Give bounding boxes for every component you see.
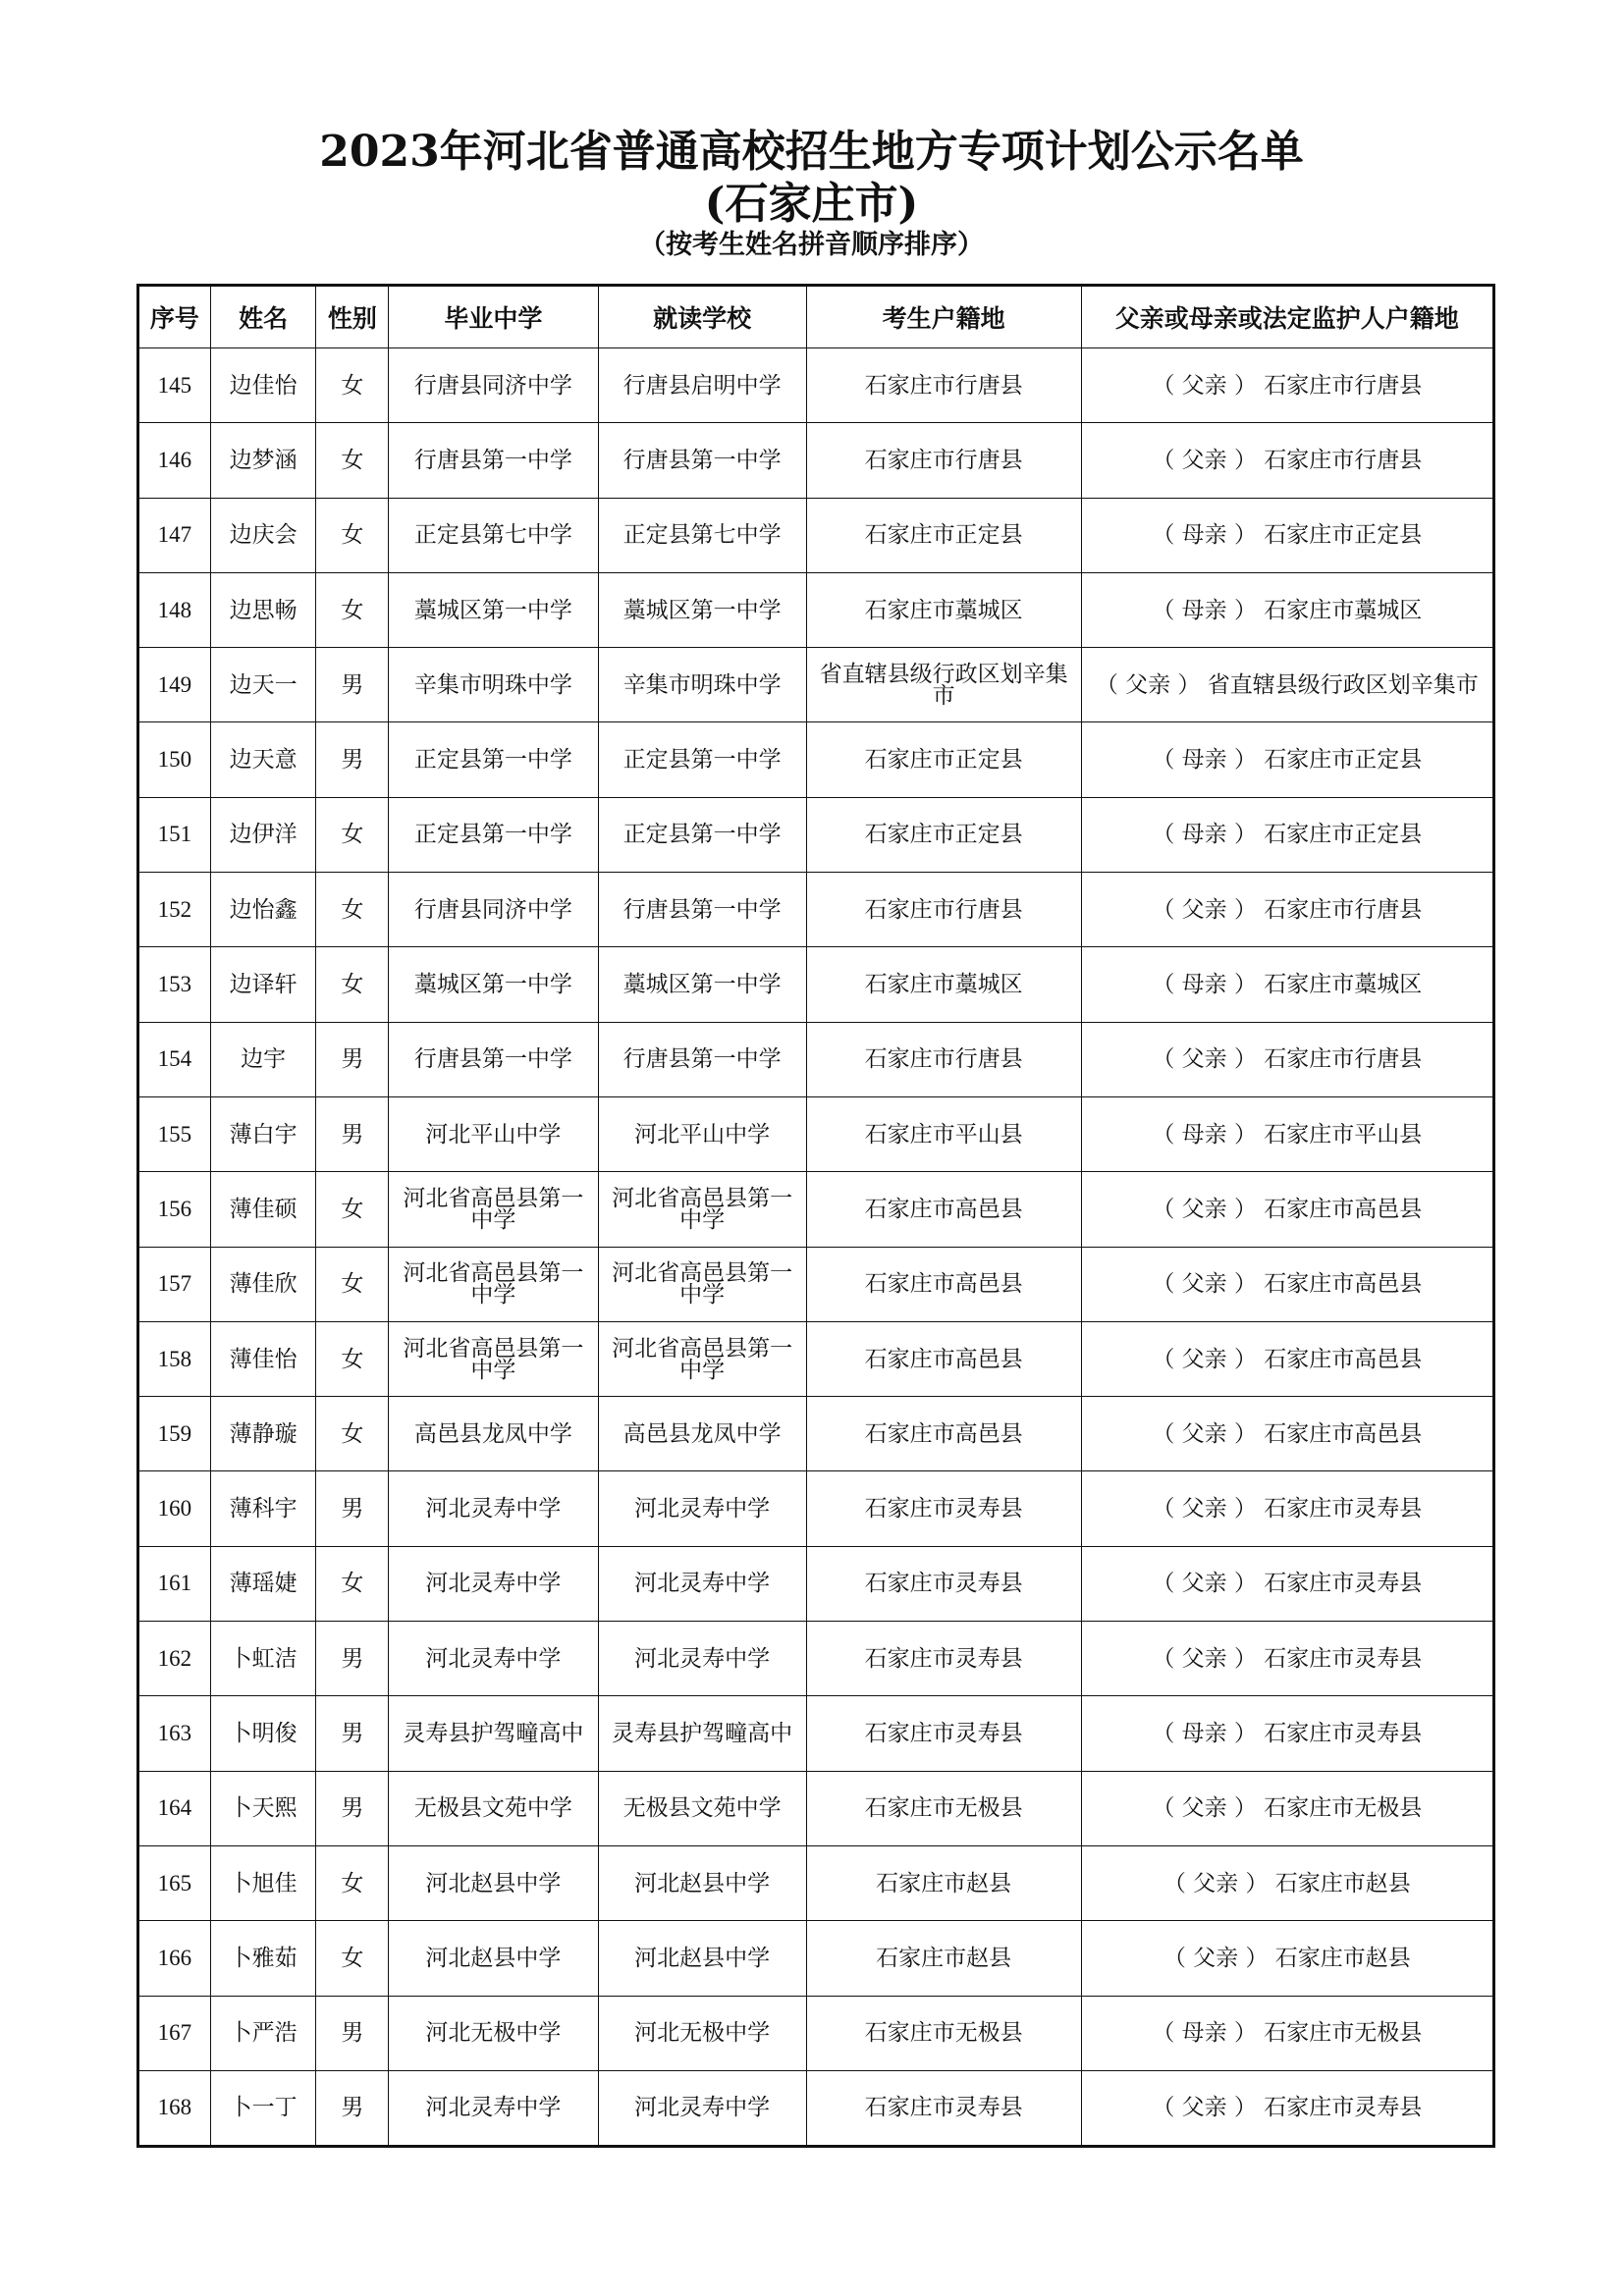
column-header-guardian-household: 父亲或母亲或法定监护人户籍地 xyxy=(1081,286,1493,348)
cell-name: 薄瑶婕 xyxy=(210,1546,316,1621)
table-row xyxy=(138,1022,1494,1096)
cell-guardian-household: （ 母亲 ） 石家庄市藁城区 xyxy=(1081,572,1493,647)
table-row xyxy=(138,1696,1494,1771)
column-header-current-school: 就读学校 xyxy=(598,286,806,348)
cell-gender: 男 xyxy=(316,722,389,797)
cell-student-household: 石家庄市高邑县 xyxy=(806,1247,1081,1321)
table-body xyxy=(138,348,1494,2147)
cell-index: 157 xyxy=(138,1247,211,1321)
cell-index: 167 xyxy=(138,1996,211,2070)
cell-index: 164 xyxy=(138,1771,211,1845)
cell-index: 149 xyxy=(138,648,211,722)
cell-student-household: 石家庄市赵县 xyxy=(806,1845,1081,1920)
cell-current-school: 行唐县第一中学 xyxy=(598,1022,806,1096)
cell-student-household: 石家庄市灵寿县 xyxy=(806,1696,1081,1771)
cell-graduated-school: 河北省高邑县第一中学 xyxy=(389,1321,598,1396)
cell-name: 边天意 xyxy=(210,722,316,797)
cell-gender: 女 xyxy=(316,348,389,423)
cell-graduated-school: 河北灵寿中学 xyxy=(389,2070,598,2146)
table-row xyxy=(138,1397,1494,1471)
cell-index: 152 xyxy=(138,873,211,947)
cell-name: 薄静璇 xyxy=(210,1397,316,1471)
cell-student-household: 石家庄市行唐县 xyxy=(806,348,1081,423)
cell-graduated-school: 河北赵县中学 xyxy=(389,1921,598,1996)
table-row xyxy=(138,348,1494,423)
cell-gender: 女 xyxy=(316,572,389,647)
column-header-student-household: 考生户籍地 xyxy=(806,286,1081,348)
cell-current-school: 河北平山中学 xyxy=(598,1096,806,1171)
table-row xyxy=(138,1096,1494,1171)
cell-current-school: 行唐县第一中学 xyxy=(598,873,806,947)
table-row xyxy=(138,2070,1494,2146)
cell-name: 薄佳欣 xyxy=(210,1247,316,1321)
table-row xyxy=(138,1921,1494,1996)
cell-gender: 男 xyxy=(316,648,389,722)
sort-note: （按考生姓名拼音顺序排序） xyxy=(639,230,984,260)
cell-graduated-school: 辛集市明珠中学 xyxy=(389,648,598,722)
cell-name: 卜旭佳 xyxy=(210,1845,316,1920)
cell-guardian-household: （ 母亲 ） 石家庄市无极县 xyxy=(1081,1996,1493,2070)
cell-index: 166 xyxy=(138,1921,211,1996)
cell-gender: 女 xyxy=(316,797,389,872)
cell-gender: 女 xyxy=(316,1247,389,1321)
cell-name: 边宇 xyxy=(210,1022,316,1096)
cell-current-school: 河北灵寿中学 xyxy=(598,1471,806,1546)
cell-graduated-school: 行唐县第一中学 xyxy=(389,1022,598,1096)
cell-student-household: 石家庄市灵寿县 xyxy=(806,2070,1081,2146)
cell-index: 168 xyxy=(138,2070,211,2146)
cell-guardian-household: （ 父亲 ） 省直辖县级行政区划辛集市 xyxy=(1081,648,1493,722)
table-row xyxy=(138,947,1494,1022)
cell-guardian-household: （ 父亲 ） 石家庄市灵寿县 xyxy=(1081,1622,1493,1696)
cell-name: 边佳怡 xyxy=(210,348,316,423)
cell-student-household: 石家庄市无极县 xyxy=(806,1996,1081,2070)
cell-gender: 女 xyxy=(316,423,389,498)
cell-student-household: 石家庄市高邑县 xyxy=(806,1172,1081,1247)
cell-student-household: 石家庄市高邑县 xyxy=(806,1397,1081,1471)
cell-gender: 男 xyxy=(316,1471,389,1546)
cell-name: 薄佳硕 xyxy=(210,1172,316,1247)
table-row xyxy=(138,423,1494,498)
cell-index: 147 xyxy=(138,498,211,572)
cell-index: 163 xyxy=(138,1696,211,1771)
table-row xyxy=(138,498,1494,572)
cell-graduated-school: 河北灵寿中学 xyxy=(389,1471,598,1546)
cell-graduated-school: 河北灵寿中学 xyxy=(389,1622,598,1696)
column-header-gender: 性别 xyxy=(316,286,389,348)
cell-current-school: 河北省高邑县第一中学 xyxy=(598,1172,806,1247)
column-header-name: 姓名 xyxy=(210,286,316,348)
cell-graduated-school: 灵寿县护驾疃高中 xyxy=(389,1696,598,1771)
cell-current-school: 藁城区第一中学 xyxy=(598,947,806,1022)
table-row xyxy=(138,1771,1494,1845)
table-row xyxy=(138,1471,1494,1546)
cell-index: 154 xyxy=(138,1022,211,1096)
cell-student-household: 石家庄市赵县 xyxy=(806,1921,1081,1996)
cell-student-household: 石家庄市灵寿县 xyxy=(806,1622,1081,1696)
cell-graduated-school: 河北省高邑县第一中学 xyxy=(389,1247,598,1321)
cell-current-school: 行唐县第一中学 xyxy=(598,423,806,498)
page-subtitle: (石家庄市) xyxy=(704,179,919,229)
cell-student-household: 石家庄市灵寿县 xyxy=(806,1546,1081,1621)
cell-name: 薄白宇 xyxy=(210,1096,316,1171)
cell-graduated-school: 藁城区第一中学 xyxy=(389,947,598,1022)
cell-guardian-household: （ 父亲 ） 石家庄市赵县 xyxy=(1081,1845,1493,1920)
cell-current-school: 行唐县启明中学 xyxy=(598,348,806,423)
cell-gender: 女 xyxy=(316,1921,389,1996)
cell-name: 卜一丁 xyxy=(210,2070,316,2146)
cell-graduated-school: 正定县第一中学 xyxy=(389,722,598,797)
cell-gender: 女 xyxy=(316,1845,389,1920)
cell-guardian-household: （ 父亲 ） 石家庄市行唐县 xyxy=(1081,873,1493,947)
cell-gender: 女 xyxy=(316,873,389,947)
cell-guardian-household: （ 父亲 ） 石家庄市无极县 xyxy=(1081,1771,1493,1845)
table-row xyxy=(138,722,1494,797)
cell-guardian-household: （ 父亲 ） 石家庄市灵寿县 xyxy=(1081,1546,1493,1621)
cell-gender: 男 xyxy=(316,1096,389,1171)
cell-index: 156 xyxy=(138,1172,211,1247)
cell-name: 边庆会 xyxy=(210,498,316,572)
cell-index: 146 xyxy=(138,423,211,498)
cell-name: 边怡鑫 xyxy=(210,873,316,947)
cell-guardian-household: （ 母亲 ） 石家庄市藁城区 xyxy=(1081,947,1493,1022)
cell-student-household: 石家庄市藁城区 xyxy=(806,947,1081,1022)
cell-current-school: 高邑县龙凤中学 xyxy=(598,1397,806,1471)
cell-current-school: 河北灵寿中学 xyxy=(598,1622,806,1696)
cell-gender: 女 xyxy=(316,947,389,1022)
cell-gender: 男 xyxy=(316,1696,389,1771)
cell-current-school: 河北省高邑县第一中学 xyxy=(598,1247,806,1321)
cell-name: 边伊洋 xyxy=(210,797,316,872)
cell-student-household: 石家庄市正定县 xyxy=(806,498,1081,572)
table-row xyxy=(138,1546,1494,1621)
student-list-table xyxy=(136,284,1495,2148)
cell-index: 161 xyxy=(138,1546,211,1621)
cell-current-school: 河北赵县中学 xyxy=(598,1921,806,1996)
cell-current-school: 灵寿县护驾疃高中 xyxy=(598,1696,806,1771)
cell-graduated-school: 河北赵县中学 xyxy=(389,1845,598,1920)
cell-guardian-household: （ 母亲 ） 石家庄市灵寿县 xyxy=(1081,1696,1493,1771)
cell-index: 145 xyxy=(138,348,211,423)
table-row xyxy=(138,873,1494,947)
cell-gender: 女 xyxy=(316,1546,389,1621)
cell-graduated-school: 行唐县同济中学 xyxy=(389,348,598,423)
cell-graduated-school: 行唐县第一中学 xyxy=(389,423,598,498)
cell-guardian-household: （ 母亲 ） 石家庄市正定县 xyxy=(1081,797,1493,872)
cell-graduated-school: 河北无极中学 xyxy=(389,1996,598,2070)
cell-student-household: 省直辖县级行政区划辛集市 xyxy=(806,648,1081,722)
cell-student-household: 石家庄市正定县 xyxy=(806,797,1081,872)
cell-index: 165 xyxy=(138,1845,211,1920)
cell-index: 155 xyxy=(138,1096,211,1171)
table-row xyxy=(138,1172,1494,1247)
cell-index: 159 xyxy=(138,1397,211,1471)
cell-graduated-school: 正定县第一中学 xyxy=(389,797,598,872)
cell-guardian-household: （ 母亲 ） 石家庄市平山县 xyxy=(1081,1096,1493,1171)
cell-graduated-school: 河北省高邑县第一中学 xyxy=(389,1172,598,1247)
cell-gender: 男 xyxy=(316,1996,389,2070)
cell-graduated-school: 河北平山中学 xyxy=(389,1096,598,1171)
cell-gender: 男 xyxy=(316,1022,389,1096)
cell-guardian-household: （ 父亲 ） 石家庄市高邑县 xyxy=(1081,1172,1493,1247)
cell-current-school: 河北灵寿中学 xyxy=(598,2070,806,2146)
cell-guardian-household: （ 父亲 ） 石家庄市赵县 xyxy=(1081,1921,1493,1996)
cell-name: 卜严浩 xyxy=(210,1996,316,2070)
cell-name: 边梦涵 xyxy=(210,423,316,498)
cell-current-school: 藁城区第一中学 xyxy=(598,572,806,647)
cell-graduated-school: 行唐县同济中学 xyxy=(389,873,598,947)
cell-index: 160 xyxy=(138,1471,211,1546)
cell-index: 158 xyxy=(138,1321,211,1396)
table-header-row xyxy=(138,286,1494,348)
cell-index: 148 xyxy=(138,572,211,647)
cell-student-household: 石家庄市高邑县 xyxy=(806,1321,1081,1396)
table-row xyxy=(138,797,1494,872)
cell-name: 薄佳怡 xyxy=(210,1321,316,1396)
cell-gender: 女 xyxy=(316,498,389,572)
cell-current-school: 河北灵寿中学 xyxy=(598,1546,806,1621)
cell-guardian-household: （ 父亲 ） 石家庄市高邑县 xyxy=(1081,1397,1493,1471)
cell-student-household: 石家庄市行唐县 xyxy=(806,1022,1081,1096)
cell-guardian-household: （ 父亲 ） 石家庄市灵寿县 xyxy=(1081,2070,1493,2146)
cell-current-school: 正定县第一中学 xyxy=(598,797,806,872)
table-row xyxy=(138,1247,1494,1321)
cell-current-school: 正定县第七中学 xyxy=(598,498,806,572)
cell-student-household: 石家庄市行唐县 xyxy=(806,873,1081,947)
column-header-graduated-school: 毕业中学 xyxy=(389,286,598,348)
table-row xyxy=(138,1845,1494,1920)
cell-gender: 女 xyxy=(316,1321,389,1396)
cell-name: 卜雅茹 xyxy=(210,1921,316,1996)
cell-guardian-household: （ 母亲 ） 石家庄市正定县 xyxy=(1081,722,1493,797)
cell-name: 卜明俊 xyxy=(210,1696,316,1771)
cell-gender: 男 xyxy=(316,2070,389,2146)
cell-current-school: 无极县文苑中学 xyxy=(598,1771,806,1845)
cell-graduated-school: 藁城区第一中学 xyxy=(389,572,598,647)
cell-student-household: 石家庄市平山县 xyxy=(806,1096,1081,1171)
table-row xyxy=(138,572,1494,647)
cell-name: 卜虹洁 xyxy=(210,1622,316,1696)
cell-index: 150 xyxy=(138,722,211,797)
cell-student-household: 石家庄市行唐县 xyxy=(806,423,1081,498)
cell-guardian-household: （ 父亲 ） 石家庄市行唐县 xyxy=(1081,348,1493,423)
column-header-index: 序号 xyxy=(138,286,211,348)
cell-current-school: 河北赵县中学 xyxy=(598,1845,806,1920)
cell-graduated-school: 无极县文苑中学 xyxy=(389,1771,598,1845)
cell-current-school: 辛集市明珠中学 xyxy=(598,648,806,722)
page-title: 2023年河北省普通高校招生地方专项计划公示名单 xyxy=(319,127,1304,177)
cell-guardian-household: （ 母亲 ） 石家庄市正定县 xyxy=(1081,498,1493,572)
cell-name: 卜天熙 xyxy=(210,1771,316,1845)
cell-name: 薄科宇 xyxy=(210,1471,316,1546)
cell-gender: 女 xyxy=(316,1172,389,1247)
cell-index: 162 xyxy=(138,1622,211,1696)
table-row xyxy=(138,1321,1494,1396)
cell-index: 151 xyxy=(138,797,211,872)
cell-gender: 男 xyxy=(316,1622,389,1696)
cell-guardian-household: （ 父亲 ） 石家庄市行唐县 xyxy=(1081,423,1493,498)
cell-guardian-household: （ 父亲 ） 石家庄市灵寿县 xyxy=(1081,1471,1493,1546)
cell-graduated-school: 正定县第七中学 xyxy=(389,498,598,572)
cell-student-household: 石家庄市藁城区 xyxy=(806,572,1081,647)
table-row xyxy=(138,648,1494,722)
table-row xyxy=(138,1622,1494,1696)
cell-current-school: 河北省高邑县第一中学 xyxy=(598,1321,806,1396)
cell-student-household: 石家庄市无极县 xyxy=(806,1771,1081,1845)
cell-gender: 女 xyxy=(316,1397,389,1471)
cell-graduated-school: 高邑县龙凤中学 xyxy=(389,1397,598,1471)
cell-student-household: 石家庄市灵寿县 xyxy=(806,1471,1081,1546)
cell-current-school: 河北无极中学 xyxy=(598,1996,806,2070)
cell-name: 边译轩 xyxy=(210,947,316,1022)
cell-gender: 男 xyxy=(316,1771,389,1845)
cell-current-school: 正定县第一中学 xyxy=(598,722,806,797)
cell-guardian-household: （ 父亲 ） 石家庄市高邑县 xyxy=(1081,1247,1493,1321)
cell-student-household: 石家庄市正定县 xyxy=(806,722,1081,797)
cell-guardian-household: （ 父亲 ） 石家庄市行唐县 xyxy=(1081,1022,1493,1096)
table-row xyxy=(138,1996,1494,2070)
cell-guardian-household: （ 父亲 ） 石家庄市高邑县 xyxy=(1081,1321,1493,1396)
cell-graduated-school: 河北灵寿中学 xyxy=(389,1546,598,1621)
cell-index: 153 xyxy=(138,947,211,1022)
cell-name: 边思畅 xyxy=(210,572,316,647)
cell-name: 边天一 xyxy=(210,648,316,722)
